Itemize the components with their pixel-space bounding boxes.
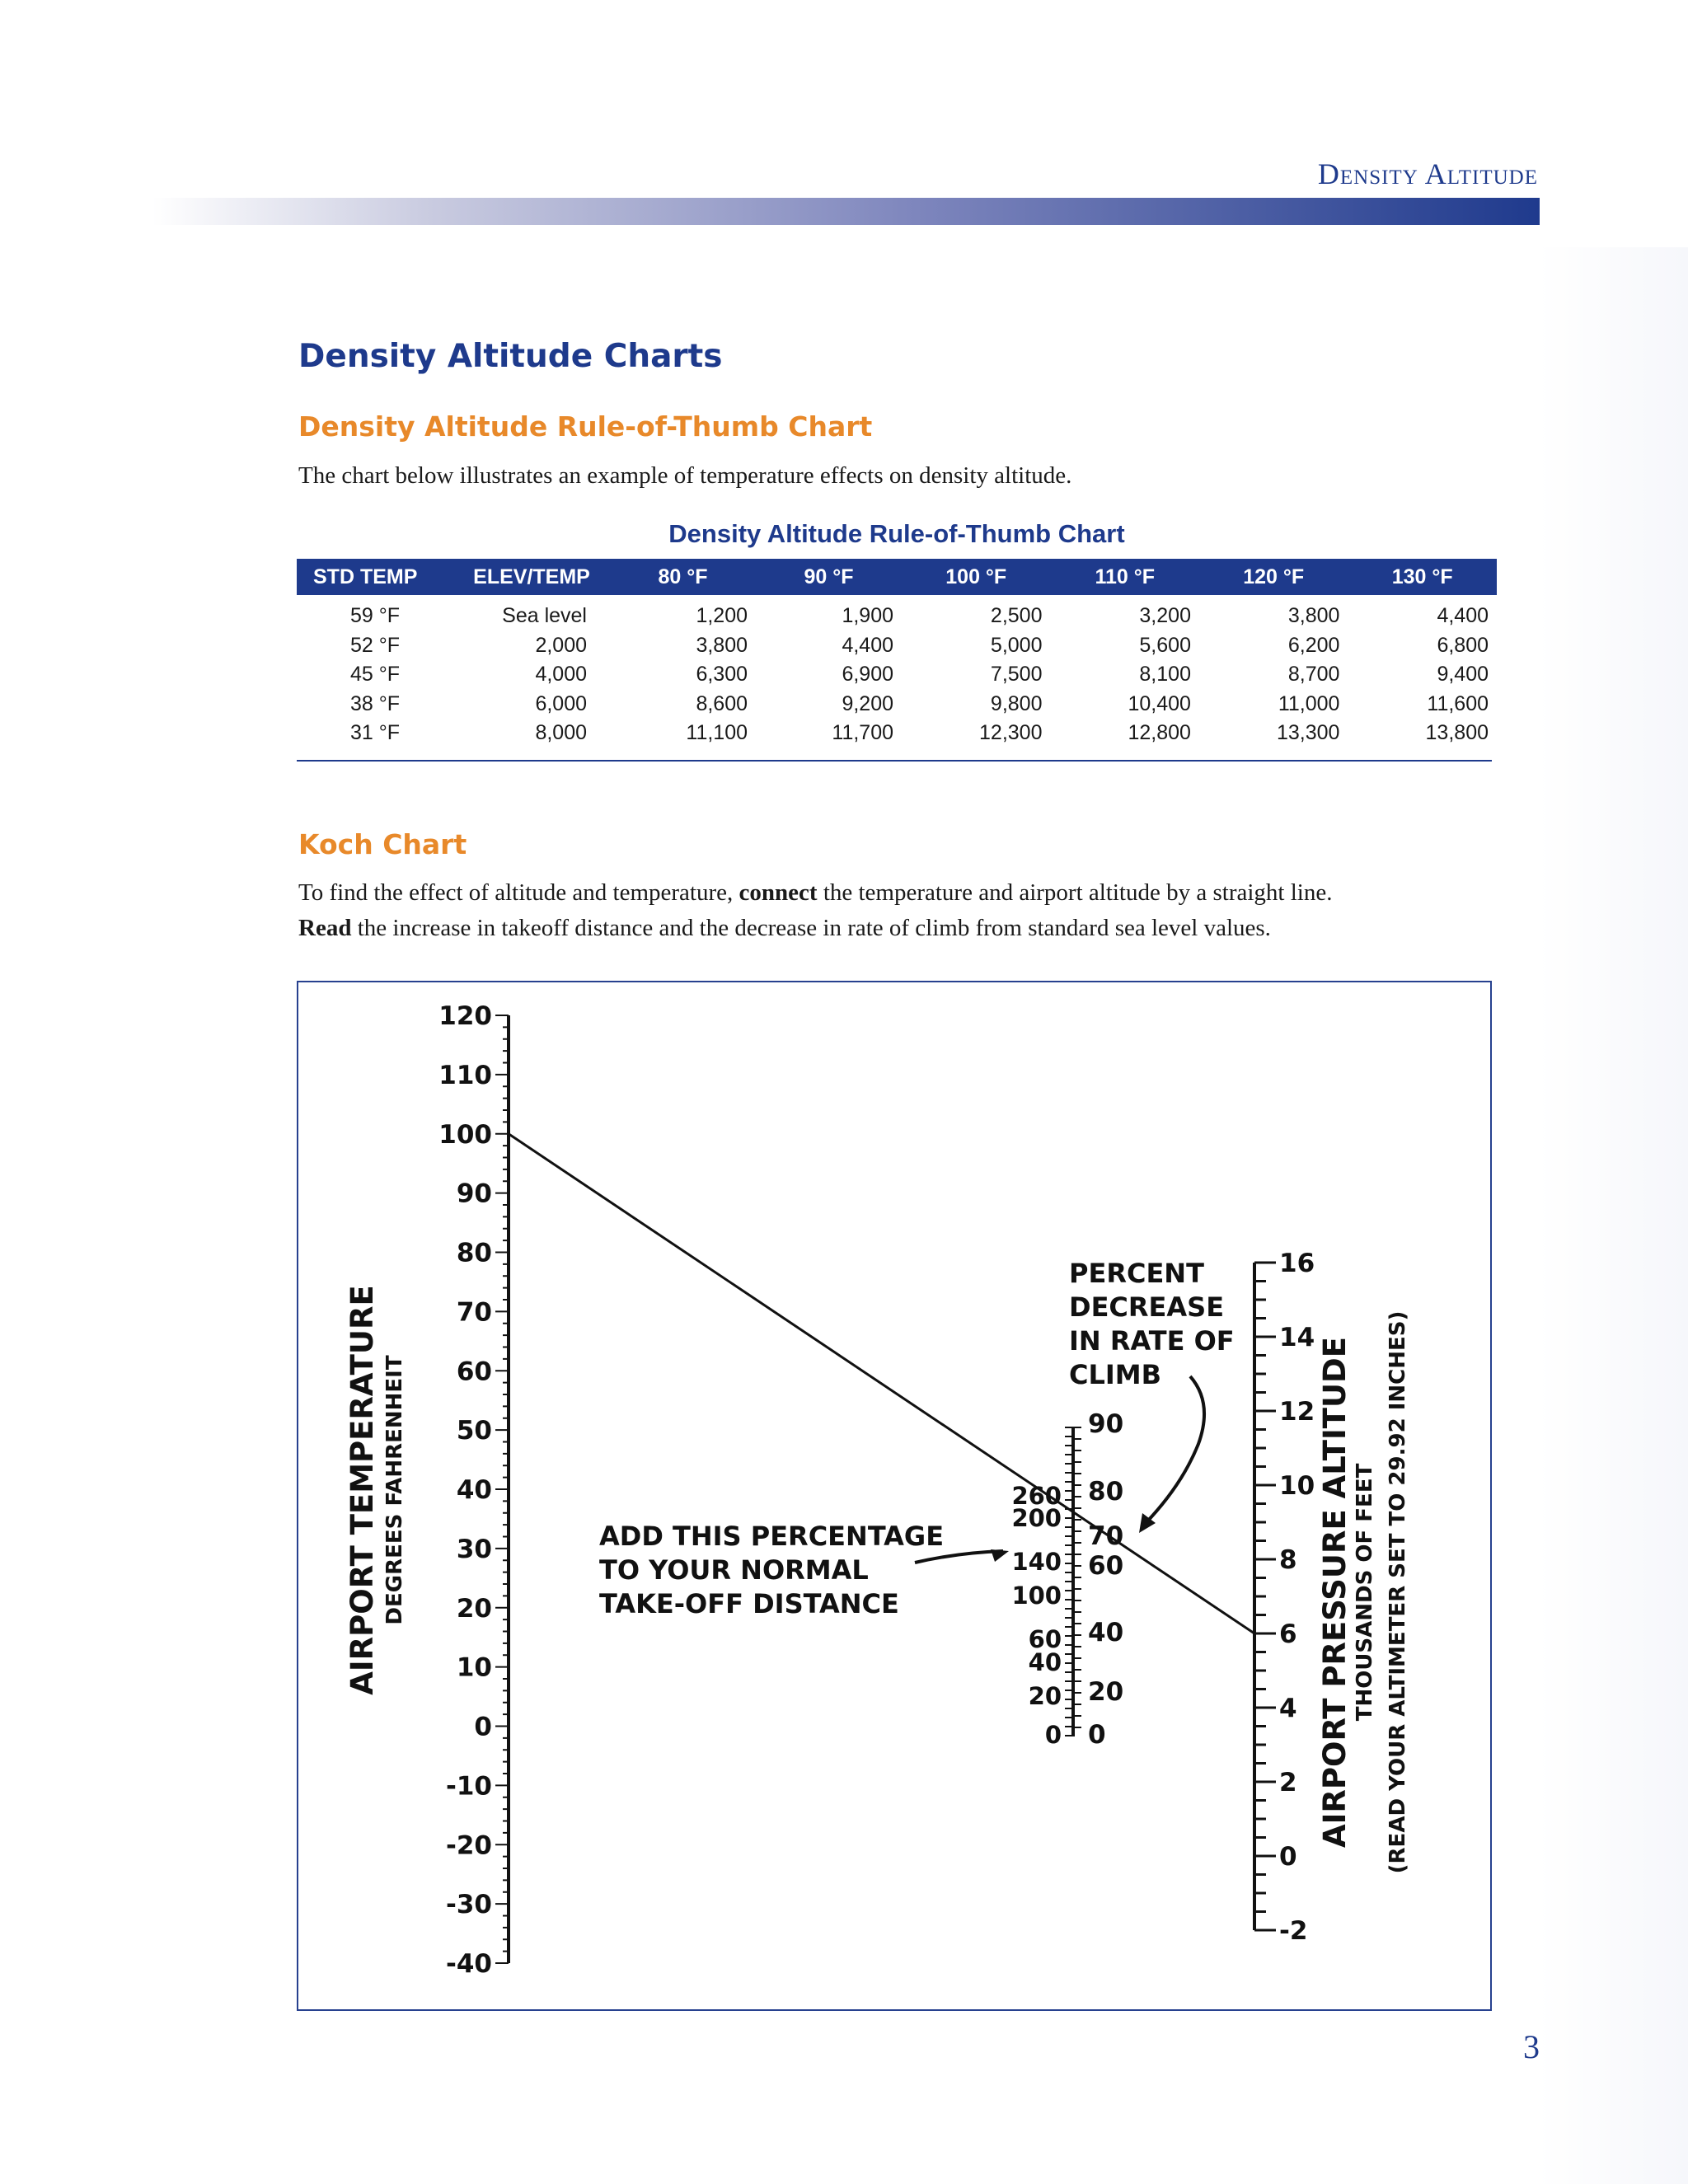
altitude-scale [1254,1249,1315,1946]
table-cell: 1,200 [696,604,748,628]
temperature-tick-label: -40 [445,1949,492,1979]
climb-note-line: DECREASE [1069,1291,1225,1323]
col-header: ELEV/TEMP [453,559,610,595]
table-cell: 8,700 [1287,663,1340,687]
climb-tick-label: 90 [1088,1409,1124,1439]
table-cell: Sea level [502,604,587,628]
col-header: 120 °F [1199,559,1348,595]
table-cell: 13,300 [1276,721,1340,745]
climb-scale [1073,1409,1123,1750]
page-title: Density Altitude Charts [298,338,723,375]
takeoff-tick-label: 20 [1028,1682,1062,1710]
table-cell: 7,500 [990,663,1043,687]
climb-tick-label: 80 [1088,1477,1124,1507]
density-altitude-table [297,559,1497,760]
climb-note-arrow [1146,1376,1204,1523]
temperature-tick-label: 40 [456,1475,492,1505]
table-cell: 11,700 [832,721,893,745]
table-cell: 8,000 [535,721,587,745]
table-cell: 4,400 [1437,604,1489,628]
table-cell: 3,800 [696,633,748,657]
altitude-tick-label: 4 [1279,1694,1297,1723]
altitude-tick-label: 2 [1279,1768,1297,1797]
table-cell: 12,800 [1128,721,1191,745]
table-cell: 11,600 [1427,691,1489,715]
temperature-tick-label: 90 [456,1179,492,1209]
table-cell: 9,400 [1437,663,1489,687]
altitude-tick-label: 8 [1279,1545,1297,1575]
table-title: Density Altitude Rule-of-Thumb Chart [668,519,1125,548]
temperature-tick-label: 50 [456,1416,492,1446]
col-header: 130 °F [1348,559,1497,595]
temperature-tick-label: 10 [456,1652,492,1683]
takeoff-note-arrow [915,1551,1003,1563]
table-cell: 13,800 [1425,721,1489,745]
intro-emphasis: connect [738,879,818,906]
altitude-tick-label: 0 [1279,1842,1297,1872]
table-cell: 8,100 [1139,663,1191,687]
climb-tick-label: 0 [1088,1720,1106,1750]
koch-nomogram [298,982,1490,2009]
table-cell: 59 °F [349,604,401,628]
table-cell: 11,000 [1278,691,1340,715]
altitude-tick-label: -2 [1279,1916,1308,1946]
table-cell: 9,800 [990,691,1043,715]
temperature-scale [438,1001,509,1979]
table-row [297,631,1497,661]
table-cell: 6,900 [842,663,893,687]
altitude-axis-subtitle: THOUSANDS OF FEET [1353,1463,1377,1722]
table-cell: 38 °F [349,691,401,715]
table-cell: 45 °F [349,663,401,687]
table-cell: 2,000 [535,633,587,657]
climb-tick-label: 70 [1088,1521,1124,1551]
takeoff-tick-label: 40 [1028,1648,1062,1676]
chart-notes [599,1258,1235,1619]
col-header: 110 °F [1050,559,1198,595]
table-cell: 6,300 [696,663,748,687]
temperature-tick-label: 110 [438,1060,492,1090]
altitude-tick-label: 10 [1279,1471,1315,1501]
climb-tick-label: 20 [1088,1677,1124,1707]
climb-tick-label: 40 [1088,1618,1124,1647]
table-cell: 6,800 [1437,633,1489,657]
temperature-tick-label: -20 [445,1830,492,1861]
col-header: STD TEMP [297,559,453,595]
koch-chart [297,981,1492,2011]
temperature-tick-label: 70 [456,1297,492,1328]
table-cell: 4,000 [535,663,587,687]
climb-note-line: IN RATE OF [1069,1325,1235,1357]
altitude-tick-label: 16 [1279,1249,1315,1278]
table-cell: 1,900 [842,604,893,628]
table-row [297,690,1497,719]
temperature-axis-title: AIRPORT TEMPERATURE [345,1285,380,1695]
altitude-axis-note: (READ YOUR ALTIMETER SET TO 29.92 INCHES) [1386,1310,1410,1874]
table-cell: 8,600 [696,691,748,715]
rule-of-thumb-heading: Density Altitude Rule-of-Thumb Chart [298,410,873,443]
climb-tick-label: 60 [1088,1551,1124,1581]
table-cell: 12,300 [979,721,1043,745]
table-cell: 31 °F [349,721,401,745]
table-cell: 2,500 [990,604,1043,628]
altitude-axis-title: AIRPORT PRESSURE ALTITUDE [1317,1337,1353,1848]
page-number: 3 [1523,2028,1540,2065]
header-gradient-bar [152,198,1540,225]
table-row [297,660,1497,690]
col-header: 90 °F [756,559,902,595]
col-header: 100 °F [902,559,1050,595]
takeoff-note-line: TAKE-OFF DISTANCE [599,1588,899,1619]
koch-chart-intro [298,875,1493,946]
takeoff-tick-label: 60 [1028,1625,1062,1653]
intro-text: the temperature and airport altitude by a straight line. [817,879,1333,906]
temperature-axis-subtitle: DEGREES FAHRENHEIT [382,1355,407,1625]
table-bottom-rule [297,760,1492,762]
temperature-tick-label: 60 [456,1357,492,1387]
temperature-tick-label: 0 [474,1712,492,1742]
temperature-tick-label: 120 [438,1001,492,1031]
table-cell: 5,000 [990,633,1043,657]
table-cell: 4,400 [842,633,893,657]
temperature-tick-label: 30 [456,1534,492,1564]
table-cell: 5,600 [1139,633,1191,657]
table-cell: 10,400 [1128,691,1191,715]
table-cell: 6,000 [535,691,587,715]
col-header: 80 °F [610,559,756,595]
temperature-tick-label: 20 [456,1593,492,1624]
altitude-tick-label: 6 [1279,1619,1297,1649]
intro-text: To find the effect of altitude and temperature, [298,879,739,906]
takeoff-tick-label: 0 [1044,1721,1062,1749]
side-margin-panel [1538,247,1688,2184]
rule-of-thumb-intro: The chart below illustrates an example of temperature effects on density altitude. [298,462,1072,489]
table-cell: 3,800 [1287,604,1340,628]
table-cell: 52 °F [349,633,401,657]
takeoff-tick-label: 200 [1011,1504,1062,1532]
climb-note-line: CLIMB [1069,1359,1162,1390]
takeoff-note-line: TO YOUR NORMAL [599,1554,869,1586]
takeoff-arrowhead [991,1549,1009,1562]
takeoff-tick-label: 140 [1011,1548,1062,1576]
climb-note-line: PERCENT [1069,1258,1204,1289]
table-row [297,719,1497,760]
takeoff-tick-label: 100 [1011,1582,1062,1610]
takeoff-note-line: ADD THIS PERCENTAGE [599,1521,945,1552]
takeoff-tick-label: 260 [1011,1482,1062,1510]
intro-text: the increase in takeoff distance and the decrease in rate of climb from standard sea level values. [351,915,1271,941]
altitude-tick-label: 14 [1279,1323,1315,1352]
koch-chart-heading: Koch Chart [298,828,467,860]
table-cell: 9,200 [842,691,893,715]
temperature-tick-label: 80 [456,1238,492,1268]
altitude-tick-label: 12 [1279,1397,1315,1427]
temperature-tick-label: 100 [438,1119,492,1150]
table-cell: 3,200 [1139,604,1191,628]
temperature-tick-label: -10 [445,1771,492,1802]
running-head: Density Altitude [1317,157,1538,190]
table-cell: 6,200 [1287,633,1340,657]
table-row [297,595,1497,631]
table-cell: 11,100 [686,721,748,745]
table-header-row [297,559,1497,595]
temperature-tick-label: -30 [445,1890,492,1920]
intro-emphasis: Read [298,915,352,941]
